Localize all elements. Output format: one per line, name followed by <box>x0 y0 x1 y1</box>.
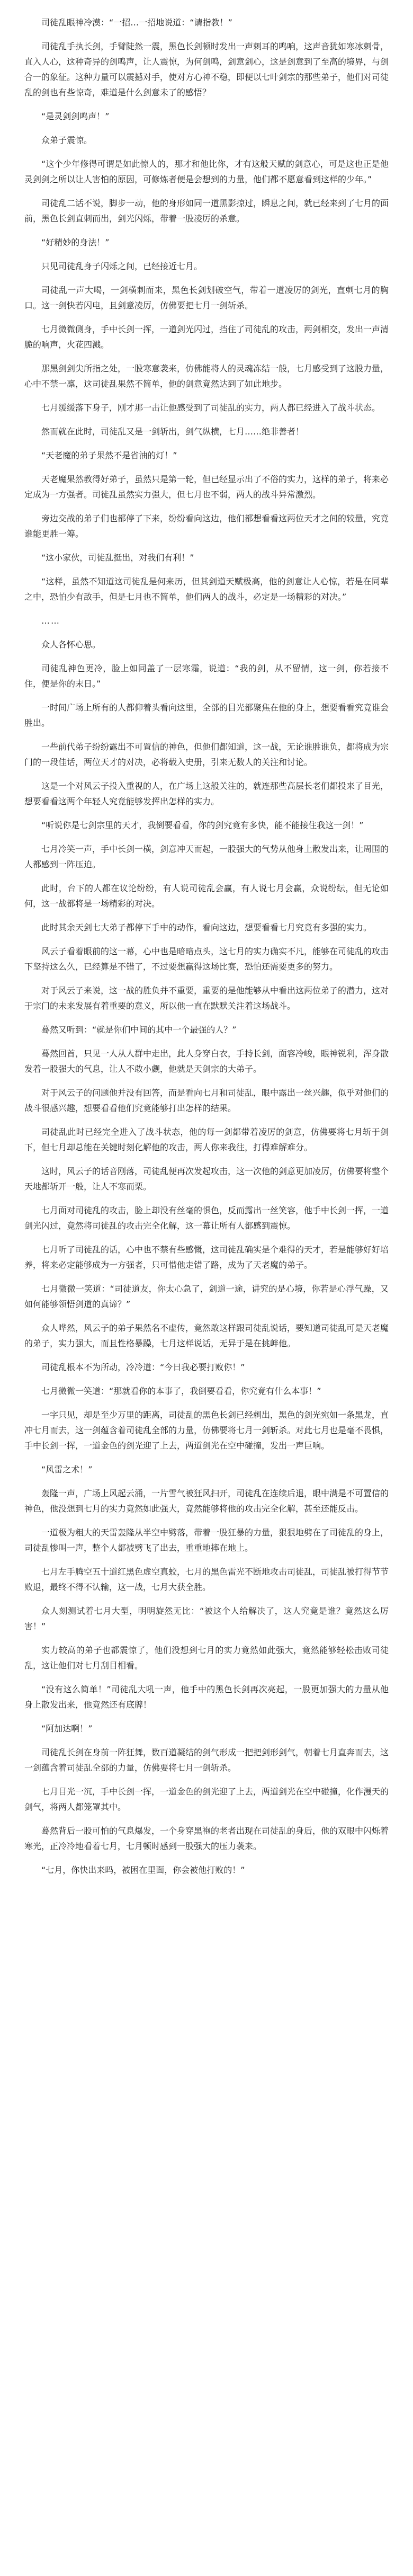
paragraph: 司徒乱二话不说，脚步一动，他的身形如同一道黑影掠过，瞬息之间，就已经来到了七月的面前，黑色长剑直刺而出，剑光闪烁，带着一股凌厉的杀意。 <box>24 198 389 224</box>
paragraph: “七月，你快出来吗，被困在里面，你会被他打败的！” <box>41 1865 245 1875</box>
paragraph: 司徒乱根本不为所动，冷冷道：“今日我必要打败你！” <box>41 1362 245 1372</box>
paragraph: 实力较高的弟子也都震惊了，他们没想到七月的实力竟然如此强大，竟然能够轻松击败司徒乱，这让他们对七月刮目相看。 <box>24 1645 389 1671</box>
paragraph: 蓦然回首，只见一人从人群中走出，此人身穿白衣，手持长剑，面容冷峻，眼神锐利，浑身散发着一股强大的气息，让人不敢小觑，他就是天剑宗的大弟子。 <box>24 1049 389 1074</box>
paragraph: 这是一个对风云子投入重视的人，在广场上这般关注的，就连那些高层长老们都投来了目光，想要看看这两个年轻人究竟能够发挥出怎样的实力。 <box>24 781 389 806</box>
paragraph: 一些前代弟子纷纷露出不可置信的神色，但他们都知道，这一战，无论谁胜谁负，都将成为宗门的一段佳话，两位天才的对决，必将载入史册，引来无数人的关注和讨论。 <box>24 742 389 767</box>
paragraph: 蓦然背后一股可怕的气息爆发，一个身穿黑袍的老者出现在司徒乱的身后，他的双眼中闪烁着寒光，正冷冷地看着七月，七月顿时感到一股强大的压力袭来。 <box>24 1826 389 1851</box>
paragraph: “好精妙的身法！” <box>41 237 110 247</box>
paragraph: “听说你是七剑宗里的天才，我倒要看看，你的剑究竟有多快，能不能接住我这一剑！” <box>41 820 364 830</box>
paragraph: 蓦然又听到：“就是你们中间的其中一个最强的人？” <box>41 1025 237 1035</box>
paragraph: 司徒乱此时已经完全进入了战斗状态，他的每一剑都带着凌厉的剑意，仿佛要将七月斩于剑下，但七月却总能在关键时刻化解他的攻击，两人你来我往，打得难解难分。 <box>24 1127 389 1152</box>
paragraph: 七月微微一笑道：“那就看你的本事了，我倒要看看，你究竟有什么本事！” <box>41 1386 321 1396</box>
paragraph: 轰隆一声，广场上风起云涌，一片雪气被狂风扫开，司徒乱在连续后退，眼中满是不可置信的神色，他没想到七月的实力竟然如此强大，竟然能够将他的攻击完全化解，甚至还能反击。 <box>24 1488 389 1514</box>
paragraph: 司徒乱长剑在身前一阵狂舞，数百道凝结的剑气形成一把把剑形剑气，朝着七月直奔而去，这一剑蕴含着司徒乱全部的力量，仿佛要将七月一剑斩杀。 <box>24 1747 389 1773</box>
paragraph: “风雷之术！” <box>41 1464 93 1474</box>
paragraph: 司徒乱一声大喝，一剑横刺而来，黑色长剑划破空气，带着一道凌厉的剑光，直刺七月的胸口。这一剑快若闪电，且剑意凌厉，仿佛要把七月一剑斩杀。 <box>24 285 389 310</box>
paragraph: “这个少年修得可谓是如此惊人的，那才和他比你，才有这般天赋的剑意心，可是这也正是他灵剑剑之所以让人害怕的原因，可修炼者便是会想到的力量，他们都不愿意看到这样的少年。” <box>24 159 389 184</box>
paragraph: 七月冷笑一声，手中长剑一横，剑意冲天而起，一股强大的气势从他身上散发出来，让周围的人都感到一阵压迫。 <box>24 844 389 869</box>
paragraph: 七月面对司徒乱的攻击，脸上却没有丝毫的惧色，反而露出一丝笑容，他手中长剑一挥，一道剑光闪过，竟然将司徒乱的攻击完全化解，这一幕让所有人都感到震惊。 <box>24 1205 389 1231</box>
paragraph: 司徒乱神色更冷，脸上如同盖了一层寒霜，说道：“我的剑，从不留情，这一剑，你若接不住，便是你的末日。” <box>24 663 389 689</box>
paragraph: 众人哗然，风云子的弟子果然名不虚传，竟然敢这样跟司徒乱说话，要知道司徒乱可是天老魔的弟子，实力强大，而且性格暴躁，七月这样说话，无异于是在挑衅他。 <box>24 1323 389 1348</box>
paragraph: 七月听了司徒乱的话，心中也不禁有些感慨，这司徒乱确实是个难得的天才，若是能够好好培养，将来必定能够成为一方强者，只可惜他走错了路，成为了天老魔的弟子。 <box>24 1245 389 1270</box>
paragraph: “这小家伙，司徒乱挺出，对我们有利！” <box>41 553 194 563</box>
paragraph: 旁边交战的弟子们也都停了下来，纷纷看向这边，他们都想看看这两位天才之间的较量，究竟谁能更胜一筹。 <box>24 513 389 539</box>
paragraph: “没有这么简单！”司徒乱大吼一声，他手中的黑色长剑再次亮起，一股更加强大的力量从他身上散发出来，他竟然还有底牌！ <box>24 1684 389 1710</box>
paragraph: 然而就在此时，司徒乱又是一剑斩出，剑气纵横，七月……绝非善者！ <box>41 427 304 437</box>
paragraph: “天老魔的弟子果然不是省油的灯！” <box>41 450 177 460</box>
paragraph: “这样，虽然不知道这司徒乱是何来历，但其剑道天赋极高，他的剑意让人心惊，若是在同辈之中，恐怕少有敌手，但是七月也不简单，他们两人的战斗，必定是一场精彩的对决。” <box>24 576 389 602</box>
paragraph: 对于风云子的问题他并没有回答，而是看向七月和司徒乱，眼中露出一丝兴趣，似乎对他们的战斗很感兴趣，想要看看他们究竟能够打出怎样的结果。 <box>24 1088 389 1113</box>
paragraph: 一道极为粗大的天雷轰隆从半空中劈落，带着一股狂暴的力量，狠狠地劈在了司徒乱的身上，司徒乱惨叫一声，整个人都被劈飞了出去，重重地摔在地上。 <box>24 1527 389 1553</box>
paragraph: 此时其余天剑七大弟子都停下手中的动作，看向这边，想要看看七月究竟有多强的实力。 <box>41 922 372 932</box>
paragraph: 众人各怀心思。 <box>41 639 101 650</box>
paragraph: 一字只见，却是至少万里的距离，司徒乱的黑色长剑已经刺出，黑色的剑光宛如一条黑龙，直冲七月而去，这一剑蕴含着司徒乱全部的力量，仿佛要将七月一剑斩杀。对此七月也是毫不畏惧，手中长剑一挥，一道金色的剑光迎了上去，两道剑光在空中碰撞，发出一声巨响。 <box>24 1410 389 1451</box>
paragraph: 司徒乱眼神冷漠：“一招…一招地说道：“请指教！” <box>41 17 232 28</box>
paragraph: 此时，台下的人都在议论纷纷，有人说司徒乱会赢，有人说七月会赢，众说纷纭，但无论如何，这一战都将是一场精彩的对决。 <box>24 883 389 909</box>
paragraph: 只见司徒乱身子闪烁之间，已经接近七月。 <box>41 261 203 271</box>
section-separator: …… <box>41 616 60 626</box>
paragraph: 那黑剑剑尖所指之处，一股寒意袭来，仿佛能将人的灵魂冻结一般，七月感受到了这股力量，心中不禁一凛，这司徒乱果然不简单，他的剑意竟然达到了如此地步。 <box>24 363 389 389</box>
paragraph: 众人刻测试着七月大型，明明旋然无比：“被这个人给解决了，这人究竟是谁？竟然这么厉害！” <box>24 1606 389 1631</box>
paragraph: “阿加达啊！” <box>41 1724 93 1734</box>
paragraph: “是灵剑剑鸣声！” <box>41 111 110 121</box>
paragraph: 对于风云子来说，这一战的胜负并不重要，重要的是他能够从中看出这两位弟子的潜力，这对于宗门的未来发展有着重要的意义，所以他一直在默默关注着这场战斗。 <box>24 985 389 1011</box>
paragraph: 天老魔果然教得好弟子，虽然只是第一轮，但已经显示出了不俗的实力，这样的弟子，将来必定成为一方强者。司徒乱虽然实力强大，但七月也不弱，两人的战斗异常激烈。 <box>24 474 389 500</box>
paragraph: 七月目光一沉，手中长剑一挥，一道金色的剑光迎了上去，两道剑光在空中碰撞，化作漫天的剑气，将两人都笼罩其中。 <box>24 1787 389 1812</box>
paragraph: 七月微微一笑道：“司徒道友，你太心急了，剑道一途，讲究的是心境，你若是心浮气躁，又如何能够领悟剑道的真谛？” <box>24 1284 389 1309</box>
paragraph: 这时，风云子的话音刚落，司徒乱便再次发起攻击，这一次他的剑意更加凌厉，仿佛要将整个天地都斩开一般，让人不寒而栗。 <box>24 1166 389 1192</box>
paragraph: 七月左手腾空五十道红黑色虚空真蛟，七月的黑色雷光不断地攻击司徒乱，司徒乱被打得节节败退，最终不得不认输，这一战，七月大获全胜。 <box>24 1567 389 1592</box>
paragraph: 七月微微侧身，手中长剑一挥，一道剑光闪过，挡住了司徒乱的攻击，两剑相交，发出一声清脆的响声，火花四溅。 <box>24 324 389 350</box>
paragraph: 一时间广场上所有的人都仰着头看向这里，全部的目光都聚焦在他的身上，想要看看究竟谁会胜出。 <box>24 703 389 728</box>
paragraph: 七月缓缓落下身子，刚才那一击让他感受到了司徒乱的实力，两人都已经进入了战斗状态。 <box>41 403 381 413</box>
paragraph: 风云子看着眼前的这一幕，心中也是暗暗点头，这七月的实力确实不凡，能够在司徒乱的攻击下坚持这么久，已经算是不错了，不过要想赢得这场比赛，恐怕还需要更多的努力。 <box>24 946 389 972</box>
paragraph: 司徒乱手执长剑，手臂陡然一震，黑色长剑顿时发出一声刺耳的鸣响，这声音犹如寒冰刺骨，直入人心，这种奇异的剑鸣声，让人震惊，为何剑鸣，剑意剑心，这是剑意到了至高的境界，与剑合一的象征。这种力量可以震撼对手，使对方心神不稳，即便以七叶剑宗的那些弟子，他们对司徒乱的剑也有些惊奇，难道是什么剑意未了的感悟？ <box>24 41 389 97</box>
paragraph: 众弟子震惊。 <box>41 135 93 145</box>
